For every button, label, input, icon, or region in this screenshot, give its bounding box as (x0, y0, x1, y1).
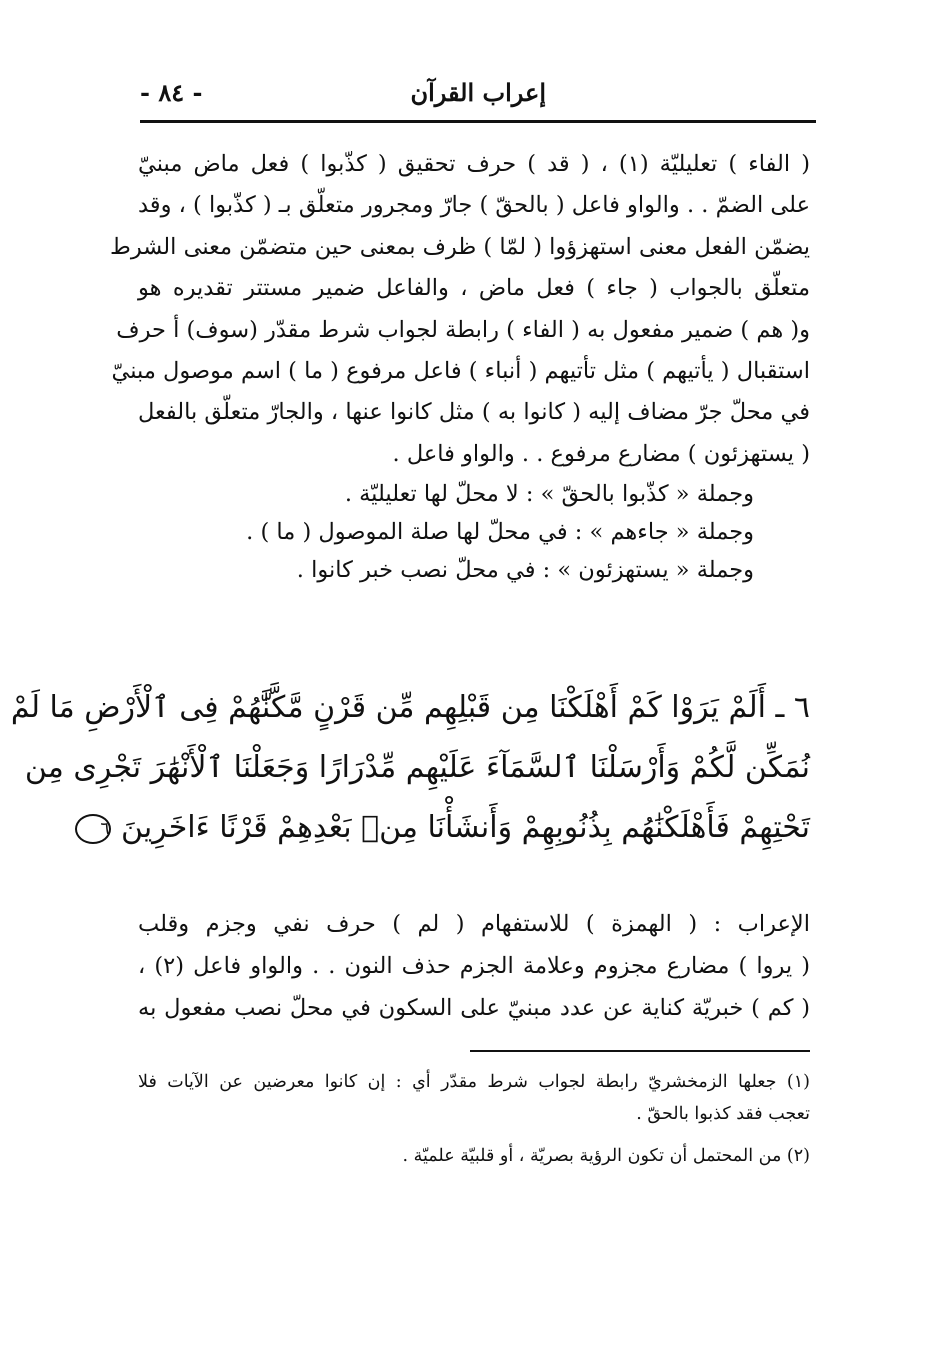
footnote-2: (٢) من المحتمل أن تكون الرؤية بصريّة ، أو قلبيّة علميّة . (402, 1146, 810, 1166)
body-line: ( الفاء ) تعليليّة (١) ، ( قد ) حرف تحقيق ( كذّبوا ) فعل ماض مبنيّ (138, 151, 810, 177)
ayah-number-marker: ٦ (75, 814, 111, 844)
body-line: متعلّق بالجواب ( جاء ) فعل ماض ، والفاعل ضمير مستتر تقديره هو (138, 275, 810, 302)
body-line: يضمّن الفعل معنى استهزؤوا ( لمّا ) ظرف بمعنى حين متضمّن معنى الشرط (110, 233, 810, 260)
jumla-line: وجملة « كذّبوا بالحقّ » : لا محلّ لها تعليليّة . (344, 481, 754, 508)
header-rule (140, 120, 816, 123)
footnote-1-line: تعجب فقد كذبوا بالحقّ . (636, 1104, 810, 1124)
irab-line: ( يروا ) مضارع مجزوم وعلامة الجزم حذف النون . . والواو فاعل (٢) ، (138, 953, 810, 979)
verse-line: نُمَكِّن لَّكُمْ وَأَرْسَلْنَا ٱلسَّمَآءَ عَلَيْهِم مِّدْرَارًا وَجَعَلْنَا ٱلْأَنْهَٰرَ تَجْرِى مِن (24, 750, 810, 785)
jumla-line: وجملة « يستهزئون » : في محلّ نصب خبر كانوا . (296, 557, 754, 584)
verse-line-text: تَحْتِهِمْ فَأَهْلَكْنَٰهُم بِذُنُوبِهِمْ وَأَنشَأْنَا مِنۢ بَعْدِهِمْ قَرْنًا ءَاخَرِينَ (121, 810, 810, 845)
body-line: استقبال ( يأتيهم ) مثل تأتيهم ( أنباء ) فاعل مرفوع ( ما ) اسم موصول مبنيّ (111, 357, 810, 384)
footnote-rule (470, 1050, 810, 1052)
body-line: و( هم ) ضمير مفعول به ( الفاء ) رابطة لجواب شرط مقدّر (سوف) أ حرف (116, 316, 810, 343)
running-title: إعراب القرآن (410, 78, 546, 107)
page-number: - ٨٤ - (140, 78, 203, 107)
verse-line-final (100, 798, 810, 858)
body-line: في محلّ جرّ مضاف إليه ( كانوا به ) مثل كانوا عنها ، والجارّ متعلّق بالفعل (138, 399, 810, 426)
footnote-1-line: (١) جعلها الزمخشريّ رابطة لجواب شرط مقدّر أي : إن كانوا معرضين عن الآيات فلا (138, 1072, 810, 1092)
quran-verse (10, 678, 810, 858)
running-header (140, 78, 816, 112)
irab-line: الإعراب : ( الهمزة ) للاستفهام ( لم ) حرف نفي وجزم وقلب (138, 911, 810, 937)
irab-paragraph (138, 903, 810, 1029)
commentary-paragraph (110, 144, 810, 589)
verse-line: ٦ ـ أَلَمْ يَرَوْا كَمْ أَهْلَكْنَا مِن قَبْلِهِم مِّن قَرْنٍ مَّكَّنَّٰهُمْ فِى ٱلْأَرْضِ مَا لَمْ (10, 690, 810, 725)
body-line: ( يستهزئون ) مضارع مرفوع . . والواو فاعل . (392, 440, 810, 467)
jumla-line: وجملة « جاءهم » : في محلّ لها صلة الموصول ( ما ) . (246, 519, 754, 546)
irab-line: ( كم ) خبريّة كناية عن عدد مبنيّ على السكون في محلّ نصب مفعول به (138, 995, 810, 1021)
body-line: على الضمّ . . والواو فاعل ( بالحقّ ) جارّ ومجرور متعلّق بـ ( كذّبوا ) ، وقد (138, 192, 810, 219)
footnotes (138, 1066, 810, 1172)
